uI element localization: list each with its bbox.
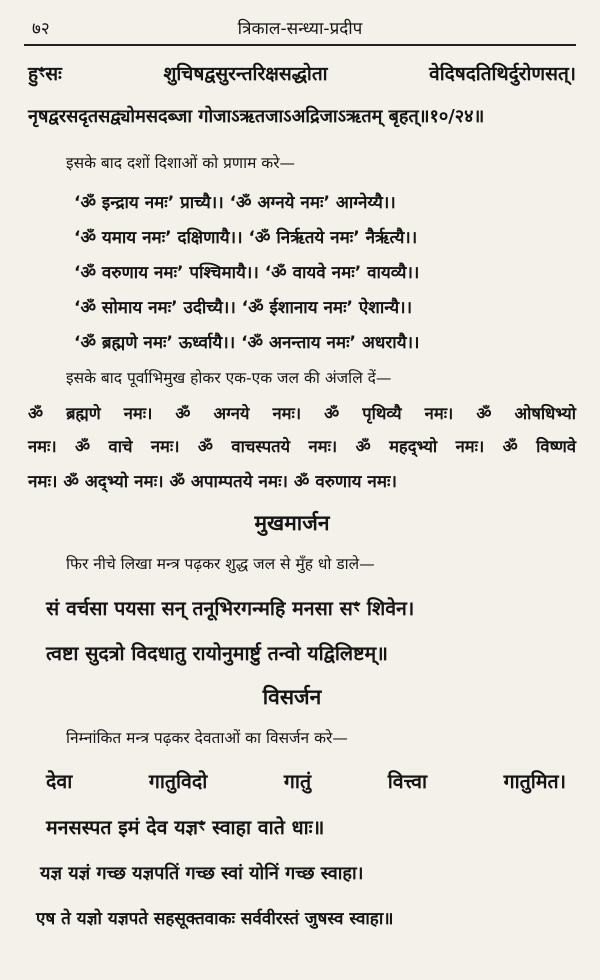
visarjan-mantra-line: मनसस्पत इमं देव यज्ञꣳ स्वाहा वाते धाः॥	[46, 816, 325, 839]
visarjan-mantra-line: एष ते यज्ञो यज्ञपते सहसूक्तवाकः सर्ववीरस्तं जुषस्व स्वाहा॥	[36, 909, 394, 929]
mukhamarjan-intro: फिर नीचे लिखा मन्त्र पढ़कर शुद्ध जल से मुँह धो डाले—	[66, 555, 375, 573]
anjali-intro: इसके बाद पूर्वाभिमुख होकर एक-एक जल की अंजलि दें—	[66, 369, 392, 387]
direction-line: ‘ॐ वरुणाय नमः’ पश्चिमायै।। ‘ॐ वायवे नमः’ वायव्यै।।	[74, 263, 420, 283]
mukhamarjan-mantra-line: सं वर्चसा पयसा सन् तनूभिरगन्महि मनसा सꣳ शिवेन।	[46, 597, 415, 620]
page-header	[24, 14, 576, 42]
visarjan-mantra-line: यज्ञ यज्ञं गच्छ यज्ञपतिं गच्छ स्वां योनिं गच्छ स्वाहा।	[40, 863, 364, 884]
mukhamarjan-mantra-line: त्वष्टा सुदत्रो विदधातु रायोनुमार्ष्टु तन्वो यद्विलिष्टम्॥	[46, 642, 388, 665]
page-number: ७२	[32, 19, 50, 39]
direction-line: ‘ॐ ब्रह्मणे नमः’ ऊर्ध्वायै।। ‘ॐ अनन्ताय नमः’ अधरायै।।	[74, 333, 420, 353]
verse-line-1: हुꣳसः शुचिषद्वसुरन्तरिक्षसद्धोता वेदिषदतिथिर्दुरोणसत्।	[28, 63, 576, 85]
anjali-line: नमः। ॐ वाचे नमः। ॐ वाचस्पतये नमः। ॐ महद्भ्यो नमः। ॐ विष्णवे	[28, 437, 576, 456]
direction-line: ‘ॐ सोमाय नमः’ उदीच्यै।। ‘ॐ ईशानाय नमः’ ऐशान्यै।।	[74, 298, 413, 318]
heading-visarjan: विसर्जन	[262, 685, 322, 709]
header-rule	[24, 44, 576, 46]
heading-mukhamarjan: मुखमार्जन	[254, 511, 330, 535]
direction-line: ‘ॐ यमाय नमः’ दक्षिणायै।। ‘ॐ निर्ऋतये नमः’ नैर्ऋत्यै।।	[74, 228, 418, 248]
anjali-line: ॐ ब्रह्मणे नमः। ॐ अग्नये नमः। ॐ पृथिव्यै नमः। ॐ ओषधिभ्यो	[28, 404, 576, 423]
running-title: त्रिकाल-सन्ध्या-प्रदीप	[237, 19, 363, 39]
direction-line: ‘ॐ इन्द्राय नमः’ प्राच्यै।। ‘ॐ अग्नये नमः’ आग्नेय्यै।।	[74, 193, 396, 213]
anjali-line: नमः। ॐ अद्भ्यो नमः। ॐ अपाम्पतये नमः। ॐ वरुणाय नमः।	[28, 472, 397, 492]
visarjan-intro: निम्नांकित मन्त्र पढ़कर देवताओं का विसर्जन करे—	[66, 729, 348, 747]
verse-line-2: नृषद्वरसदृतसद्व्योमसदब्जा गोजाऽऋतजाऽअद्रिजाऽऋतम् बृहत्॥१०/२४॥	[28, 106, 485, 127]
directions-intro: इसके बाद दशों दिशाओं को प्रणाम करे—	[66, 154, 296, 172]
visarjan-mantra-line: देवा गातुविदो गातुं वित्त्वा गातुमित।	[46, 770, 566, 793]
